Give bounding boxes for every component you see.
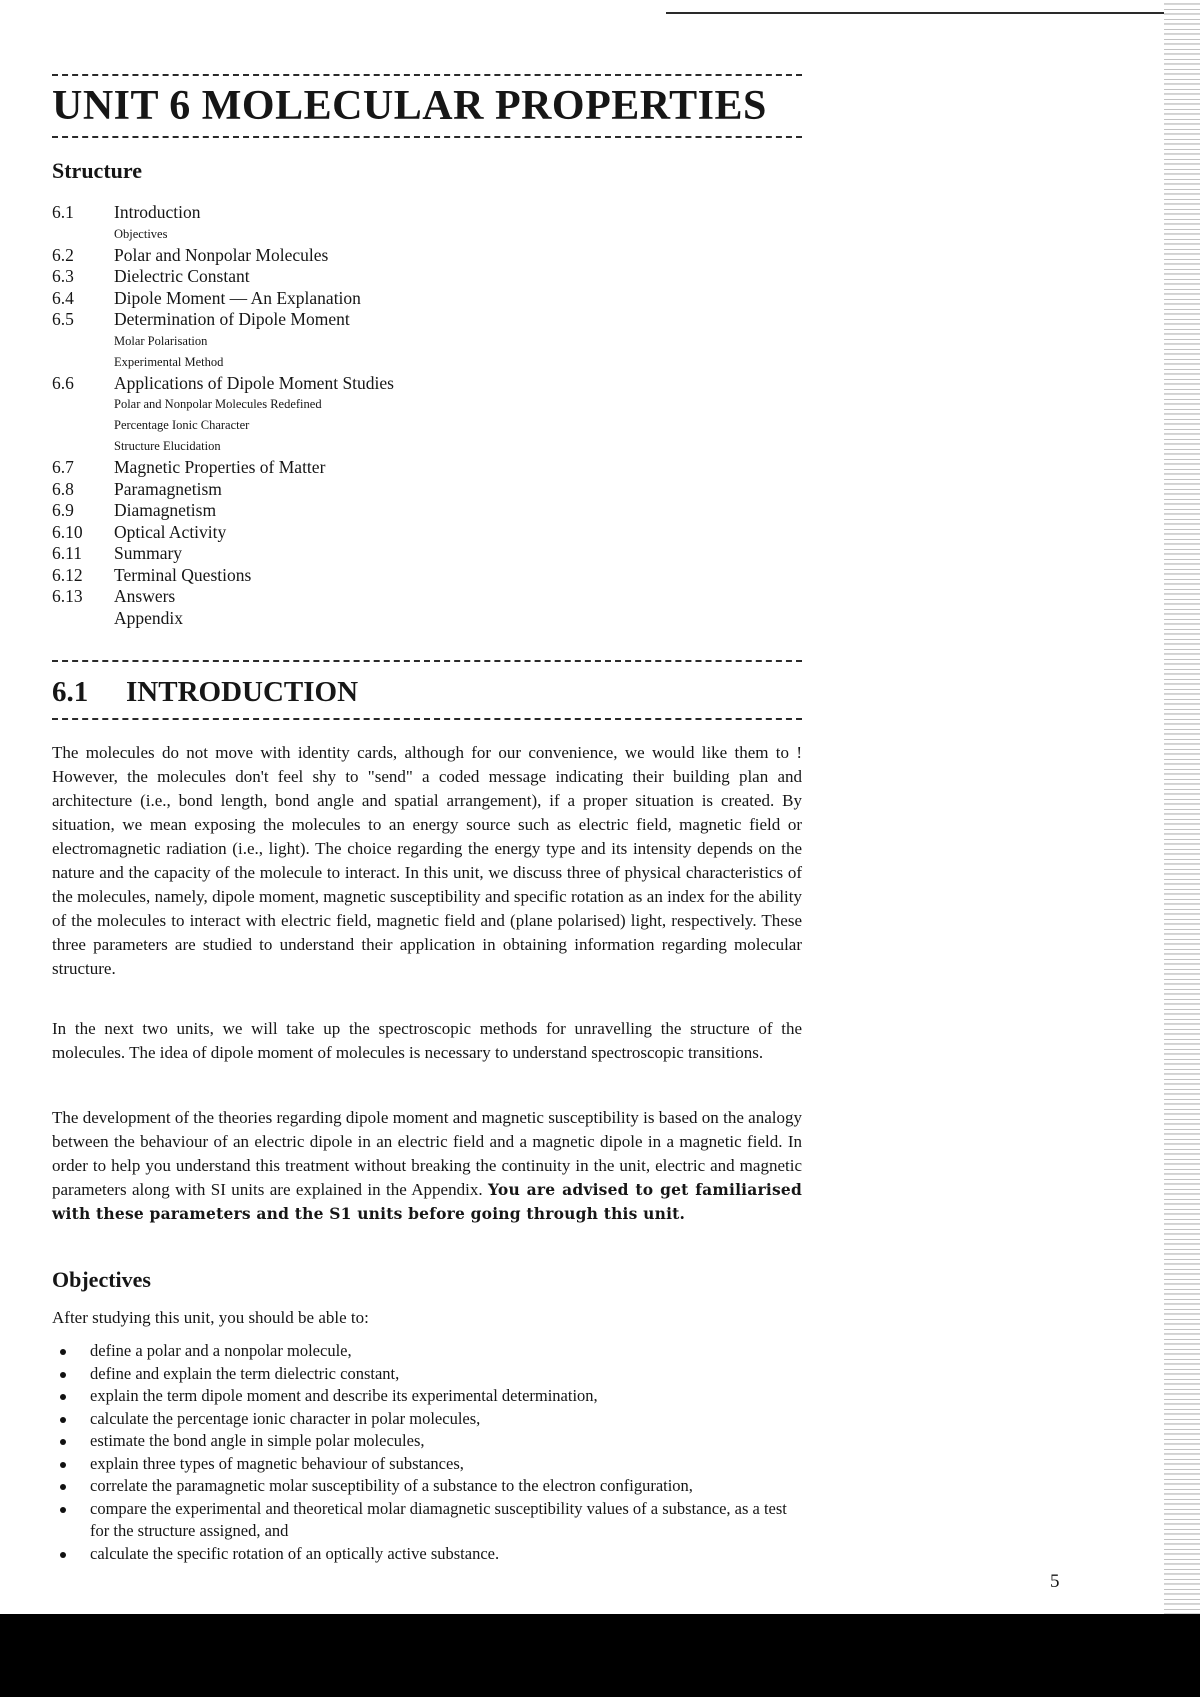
- bullet-icon: [60, 1439, 66, 1445]
- objective-item: [52, 1475, 797, 1498]
- paragraph-3-text: The development of the theories regarding dipole moment and magnetic susceptibility is based on the analogy between the behaviour of an electric dipole in an electric field and a magnetic dipole in a magnetic field. In order to help you understand this treatment without breaking the continuity in the unit, electric and magnetic parameters along with SI units are explained in the Appendix.: [52, 1108, 802, 1199]
- objective-item: [52, 1453, 797, 1476]
- table-of-contents: [52, 202, 772, 629]
- toc-entry-number: 6.1: [52, 202, 74, 222]
- objective-text: correlate the paramagnetic molar susceptibility of a substance to the electron configuration,: [90, 1476, 693, 1495]
- section-title: INTRODUCTION: [126, 676, 359, 708]
- toc-entry: [52, 500, 772, 522]
- bullet-icon: [60, 1372, 66, 1378]
- objective-item: [52, 1430, 797, 1453]
- toc-entry-title: Determination of Dipole Moment: [114, 309, 350, 329]
- objectives-heading: Objectives: [52, 1267, 151, 1292]
- objective-text: calculate the percentage ionic character in polar molecules,: [90, 1408, 481, 1428]
- toc-entry-title: Introduction: [114, 202, 201, 222]
- toc-entry-number: 6.7: [52, 457, 74, 477]
- bullet-icon: [60, 1507, 66, 1513]
- toc-entry-number: 6.11: [52, 543, 82, 563]
- toc-entry: [52, 373, 772, 395]
- objective-text: calculate the specific rotation of an optically active substance.: [90, 1543, 500, 1563]
- bullet-icon: [60, 1484, 66, 1490]
- scan-bottom-band: [0, 1614, 1200, 1697]
- bullet-icon: [60, 1417, 66, 1423]
- toc-entry-title: Applications of Dipole Moment Studies: [114, 372, 394, 393]
- toc-entry-title: Diamagnetism: [114, 500, 217, 520]
- bullet-icon: [60, 1394, 66, 1400]
- toc-entry: [52, 522, 772, 544]
- bullet-icon: [60, 1349, 66, 1355]
- toc-entry-number: 6.9: [52, 500, 74, 520]
- objective-text: explain the term dipole moment and describe its experimental determination,: [90, 1386, 598, 1405]
- top-rule-right: [666, 12, 1164, 14]
- objective-item: [52, 1498, 797, 1543]
- toc-subentry: Polar and Nonpolar Molecules Redefined: [114, 397, 322, 411]
- toc-entry-number: 6.5: [52, 309, 74, 329]
- intro-paragraph-1: The molecules do not move with identity cards, although for our convenience, we would like them to ! However, the molecules don't feel shy to "send" a coded message indicating their building plan and architecture (i.e., bond length, bond angle and spatial arrangement), if a proper situation is created. By situation, we mean exposing the molecules to an energy source such as electric field, magnetic field or electromagnetic radiation (i.e., light). The choice regarding the energy type and its intensity depends on the nature and the capacity of the molecule to interact. In this unit, we discuss three of physical characteristics of the molecules, namely, dipole moment, magnetic susceptibility and specific rotation as an index for the ability of the molecules to interact with electric field, magnetic field and (plane polarised) light, respectively. These three parameters are studied to understand their application in obtaining information regarding molecular structure.: [52, 743, 802, 978]
- scan-page-edge: [1164, 0, 1200, 1614]
- objective-text: define a polar and a nonpolar molecule,: [90, 1341, 352, 1360]
- toc-entry-title: Paramagnetism: [114, 478, 222, 499]
- bullet-icon: [60, 1462, 66, 1468]
- toc-entry-title: Dipole Moment — An Explanation: [114, 287, 361, 308]
- intro-paragraph-3: [52, 1106, 802, 1226]
- toc-entry-number: 6.8: [52, 478, 74, 499]
- toc-entry-title: Terminal Questions: [114, 564, 252, 585]
- structure-heading: Structure: [52, 158, 143, 183]
- objective-text: explain three types of magnetic behaviour of substances,: [90, 1453, 464, 1473]
- toc-entry-title: Summary: [114, 543, 183, 563]
- toc-entry-title: Answers: [114, 586, 176, 606]
- section-number: 6.1: [52, 676, 89, 708]
- objective-text: define and explain the term dielectric constant,: [90, 1363, 400, 1383]
- objective-item: [52, 1340, 797, 1363]
- toc-entry-number: 6.4: [52, 287, 74, 308]
- toc-entry-number: 6.13: [52, 586, 83, 606]
- intro-paragraph-2: In the next two units, we will take up the spectroscopic methods for unravelling the structure of the molecules. The idea of dipole moment of molecules is necessary to understand spectroscopic transitions.: [52, 1019, 802, 1062]
- toc-subentry: Structure Elucidation: [114, 439, 221, 453]
- section-heading-introduction: [52, 676, 358, 709]
- toc-subentry: Molar Polarisation: [114, 333, 208, 348]
- objective-text: compare the experimental and theoretical molar diamagnetic susceptibility values of a substance, as a test for the structure assigned, and: [90, 1498, 787, 1540]
- toc-subentry: Experimental Method: [114, 354, 224, 369]
- toc-entry-title: Magnetic Properties of Matter: [114, 457, 326, 477]
- toc-entry-title: Dielectric Constant: [114, 266, 250, 286]
- toc-subentry: Objectives: [114, 226, 168, 241]
- toc-entry-title: Optical Activity: [114, 521, 227, 542]
- toc-entry-appendix: Appendix: [114, 607, 184, 628]
- objective-item: [52, 1543, 797, 1566]
- toc-entry-number: 6.6: [52, 372, 74, 393]
- objectives-intro: After studying this unit, you should be able to:: [52, 1308, 369, 1327]
- toc-entry: [52, 479, 772, 501]
- objective-item: [52, 1385, 797, 1408]
- advice-bold-text: You are advised to get familiarised with these parameters and the S1 units before going through this unit.: [52, 1180, 802, 1223]
- objectives-list: [52, 1340, 797, 1565]
- toc-subentry: Percentage Ionic Character: [114, 418, 250, 432]
- toc-entry: [52, 543, 772, 565]
- toc-entry: [52, 202, 772, 224]
- toc-entry-number: 6.2: [52, 244, 74, 265]
- objective-text: estimate the bond angle in simple polar molecules,: [90, 1431, 425, 1450]
- toc-entry: [52, 565, 772, 587]
- page-number: 5: [1050, 1571, 1060, 1592]
- toc-entry-number: 6.3: [52, 266, 74, 286]
- intro-rule-top: [52, 660, 802, 662]
- objective-item: [52, 1408, 797, 1431]
- objective-item: [52, 1363, 797, 1386]
- toc-entry-number: 6.12: [52, 564, 83, 585]
- title-rule-top: [52, 74, 802, 76]
- bullet-icon: [60, 1552, 66, 1558]
- intro-rule-bottom: [52, 718, 802, 720]
- toc-entry: [52, 309, 772, 331]
- toc-entry-title: Polar and Nonpolar Molecules: [114, 244, 329, 265]
- toc-entry: [52, 586, 772, 608]
- toc-entry: [52, 266, 772, 288]
- toc-entry: [52, 288, 772, 310]
- toc-entry-number: 6.10: [52, 521, 83, 542]
- unit-title: UNIT 6 MOLECULAR PROPERTIES: [52, 83, 767, 129]
- toc-entry: [52, 457, 772, 479]
- toc-entry: [52, 245, 772, 267]
- title-rule-bottom: [52, 136, 802, 138]
